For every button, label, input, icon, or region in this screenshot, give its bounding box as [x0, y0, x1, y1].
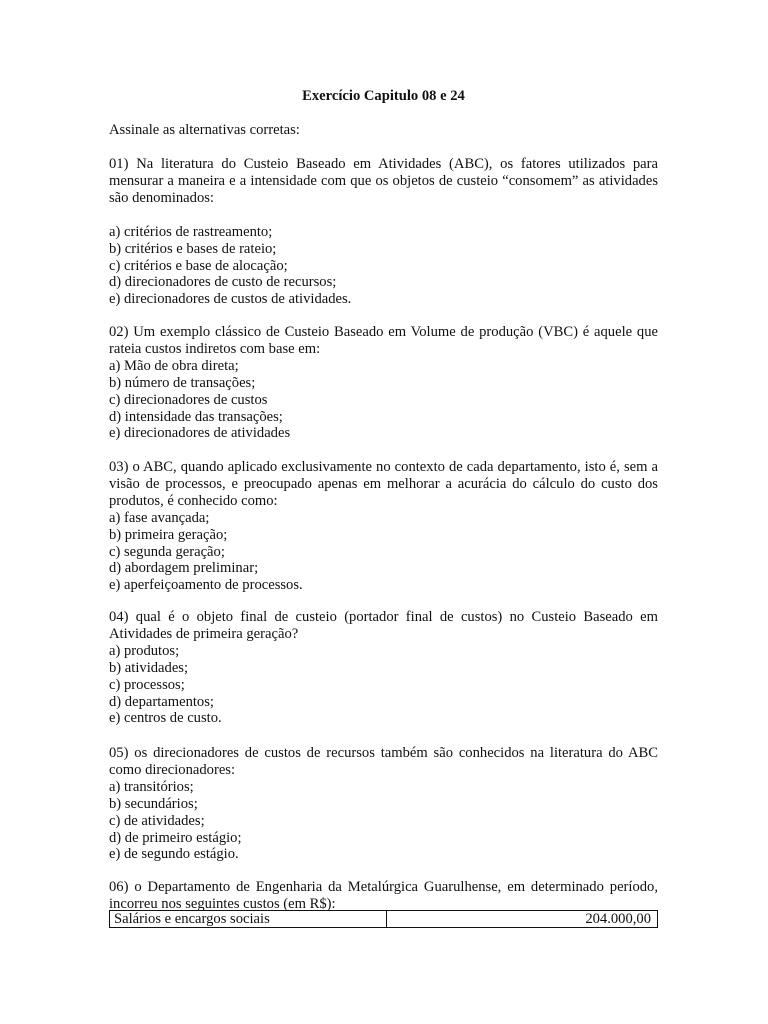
option-a: a) Mão de obra direta; — [109, 357, 239, 374]
option-c: c) segunda geração; — [109, 543, 225, 560]
option-d: d) direcionadores de custo de recursos; — [109, 274, 337, 291]
option-b: b) atividades; — [109, 659, 189, 676]
option-c: c) de atividades; — [109, 812, 205, 829]
option-d: d) de primeiro estágio; — [109, 829, 242, 846]
option-d: d) intensidade das transações; — [109, 408, 283, 425]
option-c: c) direcionadores de custos — [109, 391, 268, 408]
option-d: d) abordagem preliminar; — [109, 560, 259, 577]
cost-label-cell: Salários e encargos sociais — [110, 911, 387, 927]
question-01 — [109, 156, 658, 308]
question-stem: 03) o ABC, quando aplicado exclusivamente no contexto de cada departamento, isto é, sem a visão de processos, e preocupado apenas em melhorar a acurácia do cálculo do custo dos produtos, é conhecido como: — [109, 459, 658, 509]
option-e: e) de segundo estágio. — [109, 846, 239, 863]
option-e: e) aperfeiçoamento de processos. — [109, 577, 303, 594]
option-c: c) critérios e base de alocação; — [109, 257, 288, 274]
option-e: e) centros de custo. — [109, 710, 222, 727]
question-stem: 04) qual é o objeto final de custeio (portador final de custos) no Custeio Baseado em Atividades de primeira geração? — [109, 609, 658, 642]
question-02 — [109, 324, 658, 442]
option-c: c) processos; — [109, 676, 185, 693]
option-b: b) primeira geração; — [109, 526, 228, 543]
option-a: a) transitórios; — [109, 778, 194, 795]
question-stem: 01) Na literatura do Custeio Baseado em Atividades (ABC), os fatores utilizados para mensurar a maneira e a intensidade com que os objetos de custeio “consomem” as atividades são denominados: — [109, 156, 658, 206]
option-b: b) secundários; — [109, 795, 198, 812]
option-a: a) critérios de rastreamento; — [109, 223, 273, 240]
option-e: e) direcionadores de atividades — [109, 425, 291, 442]
instruction-text: Assinale as alternativas corretas: — [109, 122, 300, 138]
question-04 — [109, 609, 658, 727]
option-a: a) fase avançada; — [109, 509, 210, 526]
option-b: b) número de transações; — [109, 374, 256, 391]
question-stem: 02) Um exemplo clássico de Custeio Baseado em Volume de produção (VBC) é aquele que rateia custos indiretos com base em: — [109, 324, 658, 357]
option-e: e) direcionadores de custos de atividades. — [109, 291, 352, 308]
question-stem: 06) o Departamento de Engenharia da Metalúrgica Guarulhense, em determinado período, incorreu nos seguintes custos (em R$): — [109, 879, 658, 912]
document-title: Exercício Capitulo 08 e 24 — [302, 88, 465, 104]
question-06 — [109, 879, 658, 913]
question-stem: 05) os direcionadores de custos de recursos também são conhecidos na literatura do ABC como direcionadores: — [109, 745, 658, 778]
option-b: b) critérios e bases de rateio; — [109, 240, 277, 257]
option-d: d) departamentos; — [109, 693, 214, 710]
option-a: a) produtos; — [109, 642, 180, 659]
cost-table-row — [109, 910, 658, 928]
question-05 — [109, 745, 658, 863]
question-03 — [109, 459, 658, 594]
cost-value-cell: 204.000,00 — [585, 911, 651, 927]
